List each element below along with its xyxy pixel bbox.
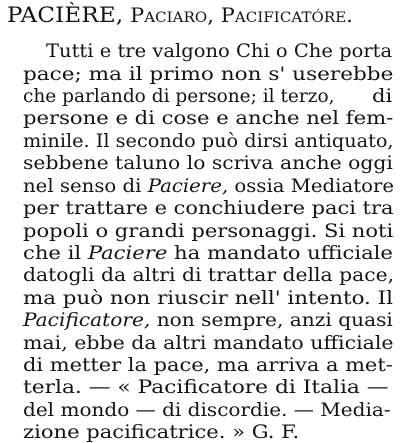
text-line [23, 107, 393, 129]
text-line [23, 220, 393, 242]
text-segment: ha mandato ufficiale [167, 242, 393, 264]
text-line [23, 85, 335, 107]
text-line [23, 399, 391, 421]
italic-term: Pacificatore, [23, 309, 151, 331]
text-segment: che parlando di persone; il terzo, [23, 85, 335, 107]
entry-heading [7, 4, 353, 28]
text-line [23, 354, 393, 376]
text-segment: del mondo — di discordie. — Media- [23, 399, 391, 421]
text-segment: nel senso di [23, 175, 148, 197]
text-line [46, 40, 392, 62]
text-segment: di [372, 85, 393, 107]
text-segment: zione pacificatrice. » G. F. [23, 421, 300, 443]
text-segment: sebbene taluno lo scriva anche oggi [23, 152, 393, 174]
text-line [23, 130, 394, 152]
headword-variant-1: Paciaro, [130, 4, 215, 27]
text-line [23, 63, 393, 85]
text-line [23, 421, 299, 443]
text-line [23, 287, 393, 309]
text-segment: persone e di cose e anche nel fem- [23, 107, 394, 129]
italic-term: Paciere, [147, 175, 229, 197]
text-line [372, 85, 392, 107]
headword-variant-2: Pacificatóre. [220, 4, 353, 27]
text-segment: mai, ebbe da altri mandato ufficiale [23, 332, 394, 354]
text-line [23, 309, 393, 331]
text-segment: minile. Il secondo può dirsi antiquato, [23, 130, 394, 152]
text-segment: ossia Mediatore [228, 175, 395, 197]
text-line [23, 152, 393, 174]
headword: PACIÈRE, [7, 3, 124, 28]
text-line [23, 376, 389, 398]
text-line [23, 264, 394, 286]
text-segment: Tutti e tre valgono Chi o Che porta [46, 40, 393, 62]
text-segment: pace; ma il primo non s' userebbe [23, 63, 394, 85]
text-line [23, 332, 394, 354]
text-segment: ma può non riuscir nell' intento. Il [23, 287, 393, 309]
text-segment: terla. — « Pacificatore di Italia — [23, 376, 389, 398]
text-segment: popoli o grandi personaggi. Si noti [23, 220, 394, 242]
text-segment: che il [23, 242, 88, 264]
text-segment: non sempre, anzi quasi [150, 309, 393, 331]
text-segment: per trattare e conchiudere paci tra [23, 197, 394, 219]
text-line [23, 242, 393, 264]
text-line [23, 197, 393, 219]
text-line [23, 175, 394, 197]
text-segment: di metter la pace, ma arriva a met- [23, 354, 393, 376]
italic-term: Paciere [87, 242, 168, 264]
text-segment: datogli da altri di trattar della pace, [23, 264, 395, 286]
